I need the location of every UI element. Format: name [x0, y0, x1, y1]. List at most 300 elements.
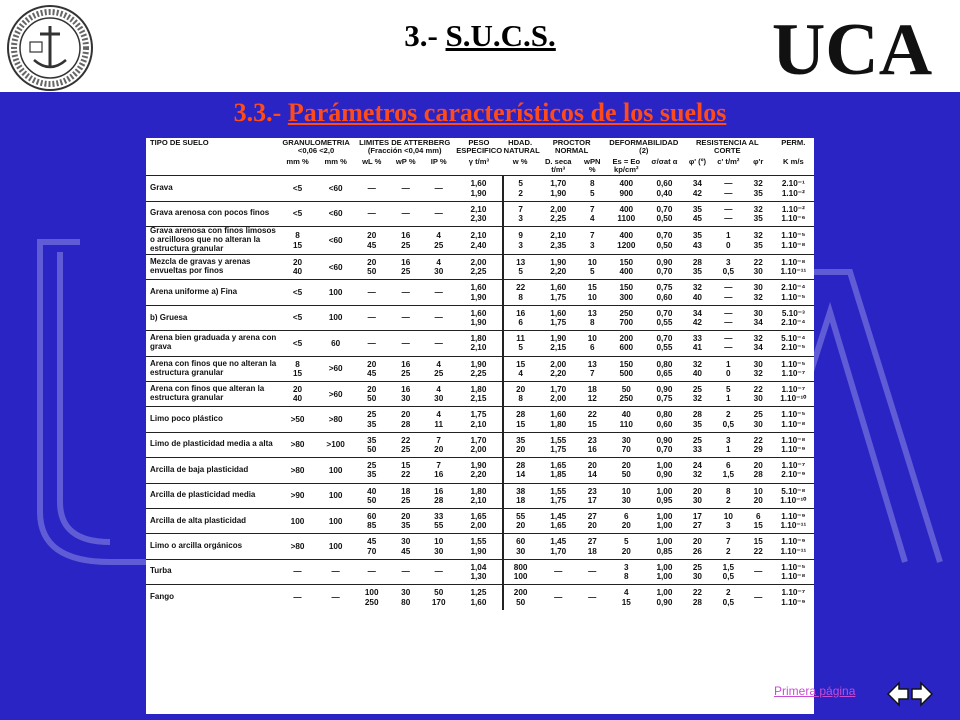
- table-cell: 100: [328, 313, 343, 323]
- table-cell: 1.10⁻⁸ 1.10⁻⁹: [781, 435, 806, 454]
- table-cell: 50 250: [619, 384, 634, 404]
- table-cell: 1,80 2,10: [470, 486, 487, 505]
- table-row: [146, 280, 814, 305]
- table-cell: 4 15: [621, 588, 631, 607]
- col-resistencia-corte: RESISTENCIA AL CORTE: [695, 138, 759, 156]
- soil-type-name: Arena bien graduada y arena con grava: [150, 333, 277, 352]
- table-cell: 1.10⁻⁹ 1.10⁻¹¹: [780, 537, 807, 556]
- table-cell: 35 43: [692, 231, 702, 250]
- table-cell: 7 16: [434, 461, 444, 480]
- table-cell: —: [401, 288, 410, 297]
- table-cell: 32 35: [753, 204, 763, 223]
- table-cell: —: [754, 592, 763, 602]
- table-cell: 10 30: [621, 486, 631, 505]
- table-cell: 1,60 1,75: [550, 308, 567, 327]
- table-cell: 1,70 2,00: [550, 384, 567, 404]
- soil-type-name: Limo o arcilla orgánicos: [150, 541, 243, 551]
- table-cell: 30 70: [621, 435, 631, 454]
- table-cell: 20 45: [367, 359, 377, 378]
- table-cell: 20 28: [753, 461, 763, 480]
- table-cell: — —: [724, 204, 733, 223]
- table-cell: 1,45 1,70: [550, 537, 567, 556]
- table-cell: 13 8: [587, 308, 597, 327]
- table-row: [146, 534, 814, 559]
- soil-type-name: Mezcla de gravas y arenas envueltas por finos: [150, 257, 251, 276]
- table-cell: 8 2: [726, 486, 731, 505]
- table-cell: —: [401, 209, 410, 219]
- table-cell: 45 70: [367, 537, 377, 556]
- table-cell: 7 3: [589, 231, 595, 250]
- table-cell: 15 22: [753, 537, 763, 556]
- table-cell: 0,70 0,50: [656, 231, 673, 250]
- table-cell: <60: [328, 262, 343, 272]
- table-cell: 1,65 2,00: [470, 511, 487, 531]
- table-cell: —: [554, 567, 563, 577]
- table-cell: 1,00 0,90: [656, 588, 673, 607]
- table-cell: 2,00 2,25: [550, 204, 567, 223]
- soil-type-name: Grava arenosa con finos limosos o arcillosos que no alteran la estructura granular: [150, 226, 276, 254]
- table-cell: 20 8: [503, 381, 538, 406]
- table-cell: 1,45 1,65: [550, 511, 567, 531]
- table-cell: 2.10⁻⁴ 1.10⁻⁵: [781, 283, 806, 302]
- table-cell: 25 30: [692, 562, 702, 581]
- table-cell: 22 30: [753, 384, 763, 404]
- table-cell: 1,60 1,80: [550, 410, 567, 429]
- table-cell: 2,10 2,35: [550, 231, 567, 250]
- table-cell: —: [367, 183, 376, 193]
- table-cell: >90: [290, 491, 305, 501]
- table-cell: 30 80: [401, 588, 411, 607]
- table-cell: —: [367, 288, 376, 297]
- table-cell: 1,65 1,85: [550, 461, 567, 480]
- table-cell: 1 0: [726, 359, 731, 378]
- table-row: [146, 508, 814, 533]
- title-main: S.U.C.S.: [445, 18, 556, 53]
- table-cell: 11 5: [503, 331, 538, 356]
- table-cell: <5: [292, 288, 303, 297]
- table-cell: >80: [290, 440, 305, 450]
- table-cell: 16 28: [434, 486, 444, 505]
- col-permeabilidad: PERM.: [781, 138, 806, 147]
- table-cell: —: [588, 592, 597, 602]
- table-cell: 6 15: [753, 511, 763, 531]
- unit-cell: wL %: [362, 156, 382, 166]
- table-cell: 0,90 0,75: [656, 384, 673, 404]
- table-cell: 22 15: [587, 410, 597, 429]
- unit-cell: φ'r: [753, 156, 764, 166]
- table-cell: 20 50: [621, 461, 631, 480]
- table-cell: 30 45: [401, 537, 411, 556]
- table-cell: 24 32: [692, 461, 702, 480]
- table-cell: 5.10⁻⁸ 1.10⁻¹⁰: [780, 486, 807, 505]
- col-deformabilidad: DEFORMABILIDAD (2): [609, 138, 679, 156]
- table-cell: —: [367, 313, 376, 323]
- table-cell: 2 0,5: [722, 410, 735, 429]
- table-cell: 1,90 2,20: [550, 258, 567, 277]
- table-cell: >80: [328, 414, 343, 424]
- units-row: [146, 157, 814, 176]
- unit-cell: σ/σat α: [651, 156, 678, 166]
- uca-logo: [752, 10, 952, 84]
- table-cell: 15 4: [503, 356, 538, 381]
- table-cell: 27 20: [587, 511, 597, 531]
- table-row: [146, 585, 814, 610]
- table-cell: 20 26: [692, 537, 702, 556]
- uca-logo-text: UCA: [771, 10, 933, 84]
- table-cell: —: [401, 313, 410, 323]
- unit-cell: IP %: [430, 156, 447, 166]
- table-cell: —: [401, 567, 410, 577]
- table-cell: 22 8: [503, 280, 538, 305]
- table-cell: 1,04 1,30: [470, 562, 487, 581]
- unit-cell: φ' (º): [688, 156, 706, 166]
- table-cell: 1.10⁻⁹ 1.10⁻¹¹: [780, 511, 807, 531]
- table-cell: 25 35: [367, 410, 377, 429]
- table-cell: 8 15: [292, 359, 303, 378]
- soil-type-name: Arena con finos que alteran la estructura granular: [150, 384, 265, 403]
- table-cell: 33 55: [434, 511, 444, 531]
- table-cell: 1.10⁻⁵ 1.10⁻⁸: [781, 410, 806, 429]
- table-cell: 1,00 1,00: [656, 562, 673, 581]
- table-cell: 30 32: [753, 283, 763, 302]
- table-row: [146, 432, 814, 457]
- table-cell: 22 25: [401, 435, 411, 454]
- col-peso-especifico: PESO ESPECIFICO: [456, 138, 503, 156]
- table-cell: 1,75 2,10: [470, 410, 487, 429]
- table-cell: 25 33: [692, 435, 702, 454]
- table-cell: 10 5: [587, 258, 597, 277]
- table-cell: 1,55 1,75: [550, 435, 567, 454]
- unit-cell: c' t/m²: [717, 156, 740, 166]
- table-cell: 7 4: [589, 204, 595, 223]
- table-row: [146, 331, 814, 356]
- table-cell: 25 30: [753, 410, 763, 429]
- table-cell: 0,75 0,60: [656, 283, 673, 302]
- table-cell: —: [367, 567, 376, 577]
- table-cell: 7 2: [726, 537, 731, 556]
- col-atterberg: LIMITES DE ATTERBERG (Fracción <0,04 mm): [359, 138, 451, 156]
- table-cell: —: [401, 183, 410, 193]
- table-cell: —: [331, 567, 340, 577]
- table-cell: —: [293, 592, 302, 602]
- table-cell: 16 25: [401, 359, 411, 378]
- table-row: [146, 458, 814, 483]
- unit-cell: mm %: [286, 156, 309, 166]
- table-cell: 7 20: [434, 435, 444, 454]
- table-cell: 100: [328, 465, 343, 475]
- unit-cell: K m/s: [782, 156, 804, 166]
- table-cell: 1,70 1,90: [550, 179, 567, 198]
- table-row: [146, 559, 814, 584]
- table-cell: >60: [328, 389, 343, 399]
- table-cell: 35 45: [692, 204, 702, 223]
- subtitle-prefix: 3.3.-: [233, 98, 282, 127]
- table-cell: >50: [290, 414, 305, 424]
- table-cell: 20 14: [587, 461, 597, 480]
- table-cell: 400 1100: [617, 204, 636, 223]
- table-cell: >100: [326, 440, 345, 450]
- table-cell: 3 1: [726, 435, 731, 454]
- table-cell: 35 20: [503, 432, 538, 457]
- table-cell: 150 400: [619, 258, 634, 277]
- table-cell: 22 28: [692, 588, 702, 607]
- table-cell: 32 35: [753, 179, 763, 198]
- table-cell: 0,90 0,70: [656, 435, 673, 454]
- unit-cell: D. seca t/m³: [544, 156, 572, 175]
- table-row: [146, 201, 814, 226]
- table-cell: 1,60 1,90: [470, 179, 487, 198]
- table-cell: 34 42: [692, 308, 702, 327]
- table-cell: 28 35: [692, 410, 702, 429]
- table-cell: 0,70 0,50: [656, 204, 673, 223]
- table-cell: 20 30: [692, 486, 702, 505]
- unit-cell: wPN %: [584, 156, 601, 175]
- table-cell: 5.10⁻⁴ 2.10⁻⁵: [781, 334, 806, 353]
- forward-arrow-icon[interactable]: [912, 683, 932, 705]
- table-cell: 400 900: [619, 179, 634, 198]
- table-cell: <5: [292, 183, 303, 193]
- table-cell: 8 15: [292, 231, 303, 250]
- table-cell: 0,80 0,60: [656, 410, 673, 429]
- unit-cell: [146, 157, 278, 176]
- table-cell: 250 700: [619, 308, 634, 327]
- table-cell: 6 1,5: [722, 461, 735, 480]
- table-cell: —: [434, 209, 443, 219]
- table-cell: 4 11: [434, 410, 444, 429]
- col-granulometria: GRANULOMETRIA <0,06 <2,0: [282, 138, 350, 156]
- table-cell: —: [293, 567, 302, 577]
- table-cell: <5: [292, 209, 303, 219]
- subtitle-main: Parámetros característicos de los suelos: [287, 98, 727, 127]
- table-cell: 7 3: [503, 201, 538, 226]
- soil-parameters-table: [146, 138, 814, 610]
- table-row: [146, 255, 814, 280]
- table-cell: 25 35: [367, 461, 377, 480]
- section-subtitle: [0, 98, 960, 128]
- table-cell: 9 3: [503, 227, 538, 255]
- table-cell: 1,60 1,90: [470, 283, 487, 302]
- table-cell: —: [434, 567, 443, 577]
- table-cell: 100: [328, 516, 343, 526]
- table-cell: 10 30: [434, 537, 444, 556]
- table-cell: 4 25: [434, 359, 444, 378]
- title-prefix: 3.-: [404, 18, 438, 53]
- back-arrow-icon[interactable]: [888, 683, 908, 705]
- table-cell: <60: [328, 209, 343, 219]
- table-cell: 30 32: [753, 359, 763, 378]
- table-cell: 1,60 1,75: [550, 283, 567, 302]
- table-cell: 150 300: [619, 283, 634, 302]
- table-cell: 200 600: [619, 334, 634, 353]
- table-cell: 32 40: [692, 283, 702, 302]
- table-cell: 15 10: [587, 283, 597, 302]
- table-cell: 100: [290, 516, 305, 526]
- table-cell: 20 35: [401, 511, 411, 531]
- table-cell: 5.10⁻³ 2.10⁻⁴: [781, 308, 806, 327]
- table-cell: 28 14: [503, 458, 538, 483]
- table-cell: —: [331, 592, 340, 602]
- table-cell: 1.10⁻⁵ 1.10⁻⁷: [781, 359, 806, 378]
- table-cell: >80: [290, 541, 305, 551]
- table-cell: 1,80 2,15: [470, 384, 487, 404]
- soil-type-name: Arcilla de alta plasticidad: [150, 515, 247, 525]
- table-cell: 13 5: [503, 255, 538, 280]
- table-cell: 1.10⁻⁷ 1.10⁻¹⁰: [780, 384, 807, 404]
- table-cell: <5: [292, 313, 303, 323]
- table-cell: —: [434, 288, 443, 297]
- table-cell: 100: [328, 288, 343, 297]
- table-cell: 4 25: [434, 231, 444, 250]
- table-cell: 3 8: [624, 562, 629, 581]
- table-cell: 32 35: [753, 231, 763, 250]
- soil-type-name: Arena con finos que no alteran la estructura granular: [150, 358, 277, 377]
- table-cell: 1,00 0,90: [656, 461, 673, 480]
- table-cell: 100: [328, 541, 343, 551]
- table-cell: —: [367, 338, 376, 348]
- soil-table-body: [146, 176, 814, 610]
- slide-header: [0, 0, 960, 92]
- table-cell: —: [554, 592, 563, 602]
- table-row: [146, 356, 814, 381]
- soil-parameters-table-image: [146, 138, 814, 714]
- table-cell: 1,55 1,90: [470, 537, 487, 556]
- table-cell: 1.10⁻² 1.10⁻⁶: [781, 204, 806, 223]
- table-cell: 40 50: [367, 486, 377, 505]
- soil-type-name: Turba: [150, 566, 172, 576]
- unit-cell: w %: [512, 156, 528, 166]
- table-cell: 13 7: [587, 359, 597, 378]
- table-cell: 16 6: [503, 305, 538, 330]
- table-cell: 55 20: [503, 508, 538, 533]
- table-cell: —: [434, 313, 443, 323]
- table-cell: 1,00 0,85: [656, 537, 673, 556]
- table-cell: 800 100: [503, 559, 538, 584]
- table-cell: — —: [724, 334, 733, 353]
- table-cell: 1,90 2,25: [470, 359, 487, 378]
- table-cell: —: [434, 183, 443, 193]
- table-cell: 33 41: [692, 334, 702, 353]
- soil-type-name: Fango: [150, 592, 174, 602]
- table-cell: 10 3: [723, 511, 733, 531]
- table-cell: 0,60 0,40: [656, 179, 673, 198]
- table-cell: <60: [328, 183, 343, 193]
- table-cell: 1.10⁻⁵ 1.10⁻⁸: [781, 562, 806, 581]
- table-cell: 20 50: [367, 258, 377, 277]
- table-cell: 60 30: [503, 534, 538, 559]
- table-cell: —: [367, 209, 376, 219]
- table-cell: 1.10⁻⁷ 1.10⁻⁹: [781, 588, 806, 607]
- table-cell: 100 250: [364, 588, 379, 607]
- table-cell: 1.10⁻⁷ 2.10⁻⁹: [781, 461, 806, 480]
- table-cell: 16 25: [401, 231, 411, 250]
- table-cell: 5 1: [726, 384, 731, 404]
- table-cell: 40 110: [619, 410, 633, 429]
- first-page-link[interactable]: Primera página: [774, 684, 856, 698]
- soil-type-name: Grava: [150, 183, 173, 193]
- table-cell: 1,55 1,75: [550, 486, 567, 505]
- table-cell: 15 22: [401, 461, 411, 480]
- table-cell: 1.10⁻⁵ 1.10⁻⁸: [781, 231, 806, 250]
- soil-type-name: Arena uniforme a) Fina: [150, 287, 238, 297]
- table-cell: 6 20: [621, 511, 631, 531]
- table-cell: >60: [328, 364, 343, 374]
- nav-arrows: [886, 680, 934, 708]
- table-cell: 32 34: [753, 334, 763, 353]
- table-cell: 18 12: [587, 384, 597, 404]
- table-row: [146, 483, 814, 508]
- table-cell: 1,00 0,95: [656, 486, 673, 505]
- soil-type-name: Limo poco plástico: [150, 414, 223, 424]
- table-cell: 50 170: [431, 588, 446, 607]
- soil-type-name: b) Gruesa: [150, 312, 188, 322]
- table-cell: 1,25 1,60: [470, 588, 487, 607]
- table-cell: 400 1200: [617, 231, 636, 250]
- table-cell: 27 18: [587, 537, 597, 556]
- unit-cell: Es = Eo kp/cm²: [612, 156, 641, 175]
- table-cell: 5 2: [503, 176, 538, 201]
- col-tipo-suelo: TIPO DE SUELO: [150, 138, 209, 147]
- table-row: [146, 305, 814, 330]
- table-cell: 2,10 2,30: [470, 204, 487, 223]
- table-cell: —: [588, 567, 597, 577]
- table-cell: 22 30: [753, 258, 763, 277]
- table-cell: 4 30: [434, 384, 444, 404]
- table-cell: —: [434, 338, 443, 348]
- table-row: [146, 407, 814, 432]
- table-cell: 1,90 2,15: [550, 334, 567, 353]
- table-cell: 1,60 1,90: [470, 308, 487, 327]
- table-cell: —: [754, 567, 763, 577]
- table-cell: 1,70 2,00: [470, 435, 487, 454]
- table-cell: 5 20: [621, 537, 631, 556]
- soil-type-name: Limo de plasticidad media a alta: [150, 439, 273, 449]
- table-cell: 28 35: [692, 258, 702, 277]
- table-cell: 10 20: [753, 486, 763, 505]
- table-cell: 1 0: [726, 231, 731, 250]
- table-cell: 25 32: [692, 384, 702, 404]
- table-cell: — —: [724, 179, 733, 198]
- table-cell: 8 5: [589, 179, 595, 198]
- table-cell: 20 40: [292, 258, 303, 277]
- table-cell: 32 40: [692, 359, 702, 378]
- table-cell: 4 30: [434, 258, 444, 277]
- table-cell: 16 30: [401, 384, 411, 404]
- table-cell: 1,80 2,10: [470, 334, 487, 353]
- table-cell: —: [401, 338, 410, 348]
- table-cell: 0,70 0,55: [656, 334, 673, 353]
- table-cell: 23 17: [587, 486, 597, 505]
- table-cell: 1,00 1,00: [656, 511, 673, 531]
- table-cell: 0,90 0,70: [656, 258, 673, 277]
- soil-type-name: Arcilla de plasticidad media: [150, 490, 256, 500]
- table-cell: 0,70 0,55: [656, 308, 673, 327]
- table-cell: <5: [292, 338, 303, 348]
- unit-cell: γ t/m³: [468, 156, 490, 166]
- table-cell: 2,00 2,20: [550, 359, 567, 378]
- table-cell: 200 50: [503, 585, 538, 610]
- table-cell: 16 25: [401, 258, 411, 277]
- table-cell: 18 25: [401, 486, 411, 505]
- table-row: [146, 381, 814, 406]
- table-cell: 2.10⁻¹ 1.10⁻²: [781, 179, 805, 198]
- col-humedad-natural: HDAD. NATURAL: [503, 138, 540, 156]
- table-cell: 20 50: [367, 384, 377, 404]
- col-proctor-normal: PROCTOR NORMAL: [552, 138, 591, 156]
- table-cell: 0,80 0,65: [656, 359, 673, 378]
- table-cell: 2 0,5: [722, 588, 735, 607]
- table-cell: 1.10⁻⁸ 1.10⁻¹¹: [780, 258, 807, 277]
- table-cell: 23 16: [587, 435, 597, 454]
